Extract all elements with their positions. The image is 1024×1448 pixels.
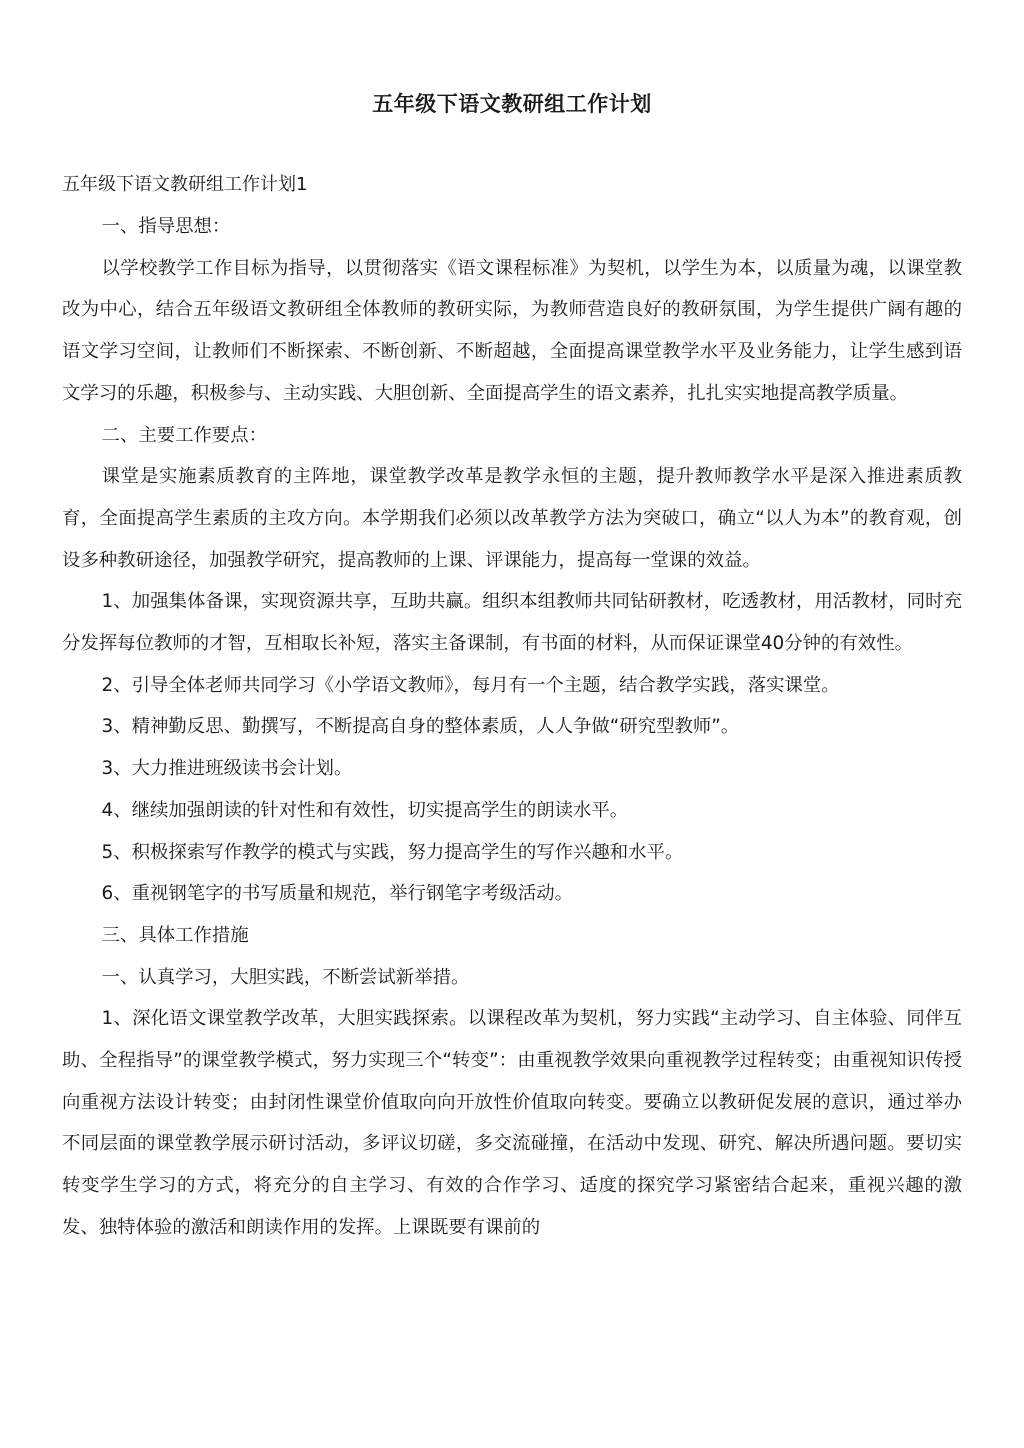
document-title: 五年级下语文教研组工作计划: [372, 92, 652, 116]
subheading-study-practice: 一、认真学习，大胆实践，不断尝试新举措。: [101, 966, 470, 988]
list-item-3a: 3、精神勤反思、勤撰写，不断提高自身的整体素质，人人争做“研究型教师”。: [101, 716, 740, 738]
list-item-5: 5、积极探索写作教学的模式与实践，努力提高学生的写作兴趣和水平。: [101, 841, 684, 863]
paragraph-guiding-ideology: 以学校教学工作目标为指导，以贯彻落实《语文课程标准》为契机，以学生为本，以质量为魂，以课堂教改为中心，结合五年级语文教研组全体教师的教研实际，为教师营造良好的教研氛围，为学生提供广阔有趣的语文学习空间，让教师们不断探索、不断创新、不断超越，全面提高课堂教学水平及业务能力，让学生感到语文学习的乐趣，积极参与、主动实践、大胆创新、全面提高学生的语文素养，扎扎实实地提高教学质量。: [62, 257, 962, 404]
heading-measures: 三、具体工作措施: [101, 924, 249, 946]
list-item-2: 2、引导全体老师共同学习《小学语文教师》，每月有一个主题，结合教学实践，落实课堂。: [101, 674, 840, 696]
list-item-3b: 3、大力推进班级读书会计划。: [101, 758, 353, 780]
list-item-6: 6、重视钢笔字的书写质量和规范，举行钢笔字考级活动。: [101, 883, 574, 905]
document-subtitle: 五年级下语文教研组工作计划1: [62, 174, 308, 195]
heading-main-points: 二、主要工作要点：: [101, 424, 268, 446]
list-item-1: 1、加强集体备课，实现资源共享，互助共赢。组织本组教师共同钻研教材，吃透教材，用活教材，同时充分发挥每位教师的才智，互相取长补短，落实主备课制，有书面的材料，从而保证课堂40分钟的有效性。: [62, 591, 962, 655]
list-item-4: 4、继续加强朗读的针对性和有效性，切实提高学生的朗读水平。: [101, 799, 629, 821]
heading-guiding-ideology: 一、指导思想：: [101, 216, 231, 237]
paragraph-main-points: 课堂是实施素质教育的主阵地，课堂教学改革是教学永恒的主题，提升教师教学水平是深入推进素质教育，全面提高学生素质的主攻方向。本学期我们必须以改革教学方法为突破口，确立“以人为本”的教育观，创设多种教研途径，加强教学研究，提高教师的上课、评课能力，提高每一堂课的效益。: [62, 466, 962, 571]
paragraph-reform: 1、深化语文课堂教学改革，大胆实践探索。以课程改革为契机，努力实践“主动学习、自主体验、同伴互助、全程指导”的课堂教学模式，努力实现三个“转变”：由重视教学效果向重视教学过程转变；由重视知识传授向重视方法设计转变；由封闭性课堂价值取向向开放性价值取向转变。要确立以教研促发展的意识，通过举办不同层面的课堂教学展示研讨活动，多评议切磋，多交流碰撞，在活动中发现、研究、解决所遇问题。要切实转变学生学习的方式，将充分的自主学习、有效的合作学习、适度的探究学习紧密结合起来，重视兴趣的激发、独特体验的激活和朗读作用的发挥。上课既要有课前的: [62, 1008, 962, 1238]
document-body: [62, 206, 962, 1249]
